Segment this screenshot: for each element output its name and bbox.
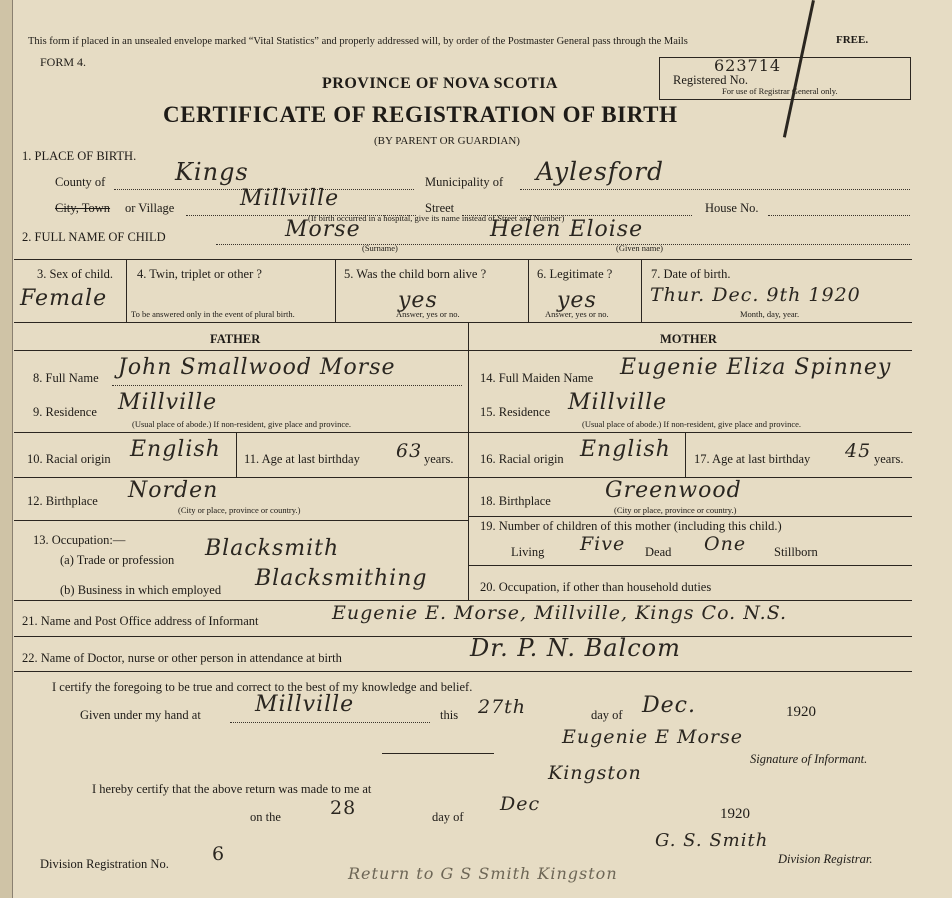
trade-value: Blacksmith bbox=[205, 536, 340, 561]
mother-racial-label: 16. Racial origin bbox=[480, 452, 564, 466]
postal-notice: This form if placed in an unsealed envelope marked “Vital Statistics” and properly addressed will, by order of the Postmaster General pass through the Mails bbox=[28, 36, 688, 47]
father-birthplace-note: (City or place, province or country.) bbox=[178, 505, 301, 515]
form-number: FORM 4. bbox=[40, 55, 87, 69]
given-under-label: Given under my hand at bbox=[80, 708, 201, 722]
business-value: Blacksmithing bbox=[255, 566, 428, 591]
alive-value: yes bbox=[398, 288, 438, 313]
father-racial-value: English bbox=[130, 437, 221, 462]
father-name-value: John Smallwood Morse bbox=[118, 355, 396, 380]
mother-residence-note: (Usual place of abode.) If non-resident, give place and province. bbox=[582, 419, 802, 429]
informant-label: 21. Name and Post Office address of Informant bbox=[22, 614, 259, 628]
alive-label: 5. Was the child born alive ? bbox=[344, 267, 487, 281]
division-value: 6 bbox=[212, 843, 226, 865]
registrar-signature: G. S. Smith bbox=[655, 830, 769, 851]
father-years: years. bbox=[424, 452, 454, 466]
dead-value: One bbox=[704, 533, 747, 555]
registrar-dayof-label: day of bbox=[432, 810, 464, 824]
certificate-subtitle: (BY PARENT OR GUARDIAN) bbox=[374, 135, 520, 147]
father-residence-value: Millville bbox=[118, 390, 218, 415]
free-mark: FREE. bbox=[836, 34, 869, 46]
registrar-year: 1920 bbox=[720, 806, 750, 822]
father-residence-note: (Usual place of abode.) If non-resident, give place and province. bbox=[132, 419, 352, 429]
dob-value: Thur. Dec. 9th 1920 bbox=[650, 284, 861, 306]
registrar-use-note: For use of Registrar General only. bbox=[722, 86, 838, 96]
mother-birthplace-note: (City or place, province or country.) bbox=[614, 505, 737, 515]
registered-label: Registered No. bbox=[673, 73, 748, 87]
street-label: Street bbox=[425, 201, 455, 215]
occupation-label: 13. Occupation:— bbox=[33, 533, 126, 547]
registrar-place: Kingston bbox=[548, 762, 642, 784]
mother-racial-value: English bbox=[580, 437, 671, 462]
mother-name-label: 14. Full Maiden Name bbox=[480, 371, 594, 385]
city-town-struck: City, Town bbox=[55, 201, 111, 215]
legitimate-value: yes bbox=[557, 288, 597, 313]
hospital-note: (If birth occurred in a hospital, give its name instead of Street and Number) bbox=[308, 213, 565, 223]
child-surname: Morse bbox=[285, 217, 361, 242]
mother-occupation-label: 20. Occupation, if other than household duties bbox=[480, 580, 712, 594]
informant-signature: Eugenie E Morse bbox=[562, 726, 743, 748]
village-value: Millville bbox=[240, 186, 340, 211]
registrar-day: 28 bbox=[330, 797, 357, 819]
county-label: County of bbox=[55, 175, 106, 189]
certificate-title: CERTIFICATE OF REGISTRATION OF BIRTH bbox=[163, 102, 678, 127]
registered-number: 623714 bbox=[714, 56, 782, 75]
certify-dayof-label: day of bbox=[591, 708, 623, 722]
legitimate-label: 6. Legitimate ? bbox=[537, 267, 613, 281]
informant-signature-label: Signature of Informant. bbox=[750, 752, 868, 766]
mother-birthplace-label: 18. Birthplace bbox=[480, 494, 551, 508]
alive-note: Answer, yes or no. bbox=[396, 309, 460, 319]
business-label: (b) Business in which employed bbox=[60, 583, 222, 597]
surname-note: (Surname) bbox=[362, 243, 398, 253]
return-note: Return to G S Smith Kingston bbox=[348, 864, 618, 883]
child-given-name: Helen Eloise bbox=[490, 217, 644, 242]
mother-residence-value: Millville bbox=[568, 390, 668, 415]
father-name-label: 8. Full Name bbox=[33, 371, 99, 385]
given-place: Millville bbox=[255, 692, 355, 717]
sex-label: 3. Sex of child. bbox=[37, 267, 114, 281]
father-heading: FATHER bbox=[210, 332, 261, 346]
house-no-label: House No. bbox=[705, 201, 759, 215]
dob-label: 7. Date of birth. bbox=[651, 267, 731, 281]
twin-label: 4. Twin, triplet or other ? bbox=[137, 267, 262, 281]
living-label: Living bbox=[511, 545, 545, 559]
certify-year: 1920 bbox=[786, 704, 816, 720]
municipality-label: Municipality of bbox=[425, 175, 504, 189]
signature-line bbox=[382, 753, 494, 754]
mother-residence-label: 15. Residence bbox=[480, 405, 551, 419]
this-label: this bbox=[440, 708, 459, 722]
county-value: Kings bbox=[175, 158, 249, 186]
doctor-label: 22. Name of Doctor, nurse or other person in attendance at birth bbox=[22, 651, 342, 665]
division-label: Division Registration No. bbox=[40, 857, 169, 871]
father-racial-label: 10. Racial origin bbox=[27, 452, 111, 466]
on-the-label: on the bbox=[250, 810, 281, 824]
village-label: or Village bbox=[125, 201, 175, 215]
living-value: Five bbox=[580, 533, 626, 555]
legitimate-note: Answer, yes or no. bbox=[545, 309, 609, 319]
municipality-value: Aylesford bbox=[536, 157, 665, 186]
registrar-certify-text: I hereby certify that the above return was made to me at bbox=[92, 782, 372, 796]
mother-birthplace-value: Greenwood bbox=[605, 478, 742, 503]
registrar-month: Dec bbox=[500, 793, 541, 815]
informant-value: Eugenie E. Morse, Millville, Kings Co. N.S. bbox=[332, 602, 788, 624]
father-age-value: 63 bbox=[396, 440, 423, 462]
given-name-note: (Given name) bbox=[616, 243, 663, 253]
trade-label: (a) Trade or profession bbox=[60, 553, 175, 567]
father-birthplace-value: Norden bbox=[128, 478, 219, 503]
place-of-birth-label: 1. PLACE OF BIRTH. bbox=[22, 149, 137, 163]
father-age-label: 11. Age at last birthday bbox=[244, 452, 360, 466]
father-birthplace-label: 12. Birthplace bbox=[27, 494, 98, 508]
registrar-signature-label: Division Registrar. bbox=[778, 852, 873, 866]
province-title: PROVINCE OF NOVA SCOTIA bbox=[322, 75, 558, 92]
mother-age-value: 45 bbox=[845, 440, 872, 462]
sex-value: Female bbox=[20, 286, 108, 311]
doctor-value: Dr. P. N. Balcom bbox=[470, 634, 681, 662]
mother-heading: MOTHER bbox=[660, 332, 717, 346]
binding-strip bbox=[0, 0, 13, 898]
twin-note: To be answered only in the event of plural birth. bbox=[131, 309, 295, 319]
certify-month: Dec. bbox=[642, 693, 696, 718]
children-count-label: 19. Number of children of this mother (including this child.) bbox=[480, 519, 782, 533]
mother-age-label: 17. Age at last birthday bbox=[694, 452, 811, 466]
stillborn-label: Stillborn bbox=[774, 545, 818, 559]
mother-name-value: Eugenie Eliza Spinney bbox=[620, 355, 892, 380]
certify-day: 27th bbox=[478, 696, 527, 718]
dob-note: Month, day, year. bbox=[740, 309, 800, 319]
child-name-label: 2. FULL NAME OF CHILD bbox=[22, 230, 166, 244]
father-residence-label: 9. Residence bbox=[33, 405, 97, 419]
dead-label: Dead bbox=[645, 545, 672, 559]
mother-years: years. bbox=[874, 452, 904, 466]
certify-text: I certify the foregoing to be true and correct to the best of my knowledge and belief. bbox=[52, 680, 473, 694]
